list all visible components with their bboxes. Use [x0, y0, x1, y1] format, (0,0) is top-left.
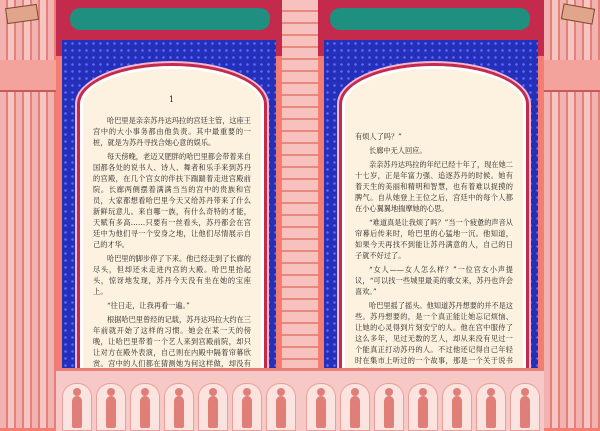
- paragraph: 哈巴里摇了摇头。他知道苏丹想要的并不是这些。苏丹想要的，是一个真正能让她忘记烦恼、让她的心灵得到片刻安宁的人。他在宫中服侍了这么多年，见过无数的艺人，却从来没有见过一个能真正打动苏丹的人。不过他还记得自己年轻时在集市上听过的一个故事，那是一个关于说书: [355, 301, 513, 365]
- figure-icon: [174, 396, 184, 428]
- figure-icon: [452, 396, 462, 428]
- figure-icon: [140, 396, 150, 428]
- paragraph: 哈巴里是亲亲苏丹达玛拉的宫廷主管，这座王宫中的大小事务都由他负责。其中最重要的一桩，就是为苏丹寻找合她心意的娱乐。: [93, 116, 251, 147]
- niche-figure: [266, 383, 296, 431]
- niche-figure: [408, 383, 438, 431]
- niche-figure: [62, 383, 92, 431]
- right-page: [342, 66, 526, 372]
- figure-icon: [384, 396, 394, 428]
- paragraph: 亲亲苏丹达玛拉的年纪已经十年了，现在她二十七岁，正是年富力强、追逐苏丹的时候。她有着天生的美丽和精明和智慧，也有着难以捉摸的脾气。自从她登上王位之后，宫廷中的每个人都在小心翼翼地揣摩她的心思。: [355, 160, 513, 213]
- left-page-text: [93, 115, 251, 408]
- center-column: [282, 0, 318, 428]
- paragraph: “往日走，让我再看一遍。”: [107, 301, 190, 310]
- bottom-frieze: [56, 368, 544, 431]
- left-leaf-band: [70, 8, 270, 30]
- paragraph: 长廊中无人回应。: [369, 146, 427, 155]
- niche-figure: [130, 383, 160, 431]
- paragraph: “难道真是让我烦了吗？”当一个疲惫的声音从帘幕后传来时，哈巴里的心猛地一沉。他知道，如果今天再找不到能让苏丹满意的人，自己的日子就不好过了。: [355, 218, 513, 260]
- page-number: 1: [169, 95, 175, 104]
- right-leaf-band: [330, 8, 530, 30]
- niche-figure: [510, 383, 540, 431]
- paragraph: 有烦人了吗？”: [355, 132, 402, 141]
- niche-figure: [476, 383, 506, 431]
- niche-figure: [96, 383, 126, 431]
- paragraph: 哈巴里的脚步停了下来。他已经走到了长廊的尽头，但却还未走进内宫的大殿。哈巴里抬起头，惊讶地发现，苏丹今天没有坐在她的宝座上。: [93, 254, 251, 296]
- left-page: [80, 66, 264, 372]
- paragraph: 每天傍晚，老迈又肥胖的哈巴里都会带着来自国都各处的说书人、诗人、舞者和乐手来到苏丹的宫殿，在几个宫女的伴扶下踹踹着走进宫殿前院。长廊两侧摆着满满当当的宫中的贵族和官员，大家都想看哈巴里今天又给苏丹带来了什么新鲜玩意儿。来自哪一族，有什么奇特的才能，天赋有多高……只要有一丝看头，苏丹都会在宫廷中为他们寻一个安身之地，让他们尽情展示自己的才华。: [93, 152, 251, 249]
- niche-figure: [374, 383, 404, 431]
- figure-icon: [242, 396, 252, 428]
- niche-figure: [164, 383, 194, 431]
- figure-icon: [276, 396, 286, 428]
- figure-icon: [418, 396, 428, 428]
- niche-figure: [306, 383, 336, 431]
- figure-icon: [72, 396, 82, 428]
- left-pillar-capital: [0, 60, 56, 92]
- niche-figure: [442, 383, 472, 431]
- figure-icon: [520, 396, 530, 428]
- figure-icon: [106, 396, 116, 428]
- paragraph: “女人——女人怎么样？”一位宫女小声提议，“可以找一些城里最美的歌女来，苏丹也许会喜欢。”: [355, 265, 513, 296]
- paragraph: 根据哈巴里曾经的记载，苏丹达玛拉大约在三年前就开始了这样的习惯。她会在某一天的傍晚，让哈巴里带着一个艺人来到宫殿前院，却只让对方在殿外表演，自己则在内殿中隔着帘幕欣赏。宫中的人们都在猜测她为何这样做，却没有: [93, 315, 251, 368]
- figure-icon: [316, 396, 326, 428]
- figure-icon: [350, 396, 360, 428]
- figure-icon: [208, 396, 218, 428]
- niche-figure: [340, 383, 370, 431]
- niche-figure: [232, 383, 262, 431]
- figure-icon: [486, 396, 496, 428]
- niche-figure: [198, 383, 228, 431]
- right-pillar-capital: [544, 60, 600, 92]
